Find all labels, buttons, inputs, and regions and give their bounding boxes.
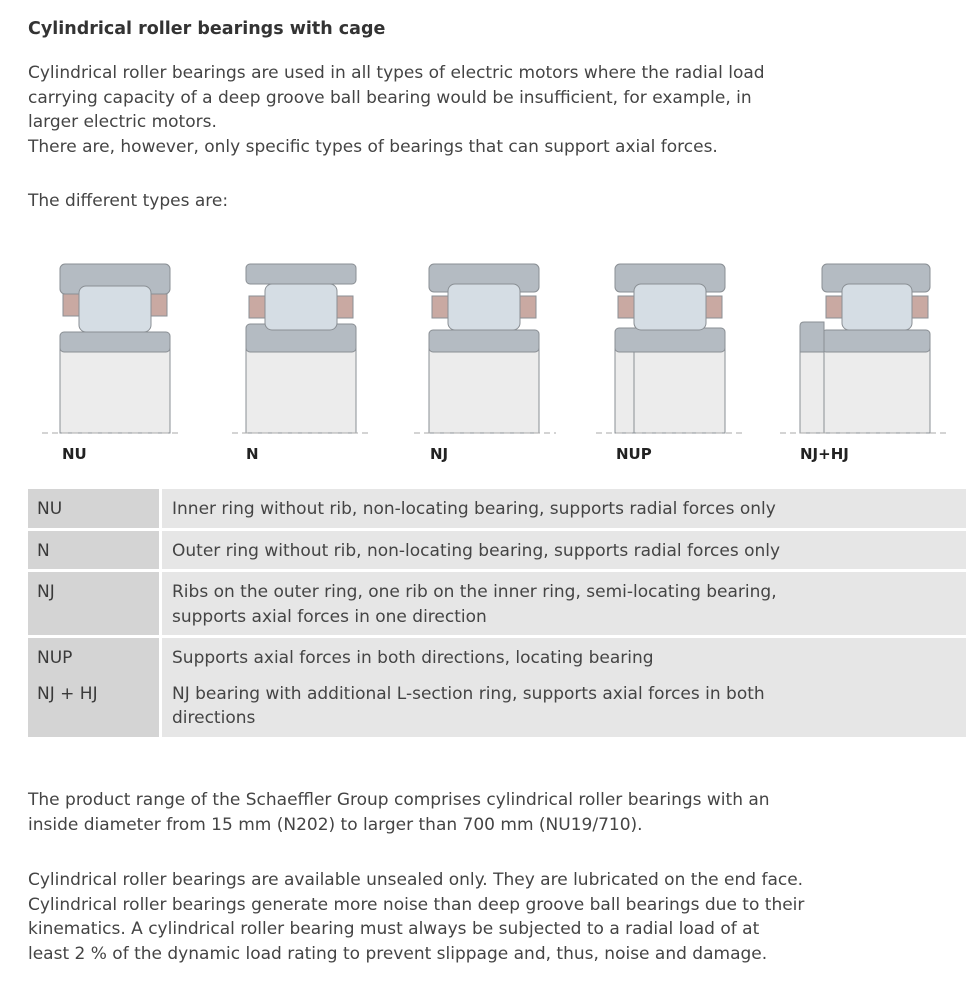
bearing-diagram-nj-hj bbox=[780, 264, 950, 433]
diagram-label-nj-hj: NJ+HJ bbox=[800, 445, 849, 463]
type-code: N bbox=[28, 531, 162, 570]
table-row bbox=[28, 489, 966, 528]
type-code: NJ bbox=[28, 572, 162, 635]
description-line: NJ bearing with additional L-section ring, supports axial forces in both bbox=[172, 683, 765, 704]
type-code: NU bbox=[28, 489, 162, 528]
table-row bbox=[28, 682, 966, 737]
description-line: Inner ring without rib, non-locating bearing, supports radial forces only bbox=[172, 499, 776, 519]
type-description bbox=[162, 682, 966, 737]
description-line: Outer ring without rib, non-locating bearing, supports radial forces only bbox=[172, 540, 781, 561]
type-code: NUP bbox=[28, 638, 162, 682]
closing-line: Cylindrical roller bearings are available unsealed only. They are lubricated on the end face. bbox=[28, 870, 804, 890]
intro-line: There are, however, only specific types of bearings that can support axial forces. bbox=[28, 136, 718, 157]
table-row bbox=[28, 531, 966, 570]
bearing-diagram-nj bbox=[414, 264, 556, 433]
type-description bbox=[162, 531, 966, 570]
page-title: Cylindrical roller bearings with cage bbox=[28, 19, 386, 39]
intro-paragraph bbox=[28, 61, 765, 159]
bearing-diagram-nup bbox=[596, 264, 744, 433]
types-intro: The different types are: bbox=[28, 191, 229, 211]
type-description bbox=[162, 638, 966, 682]
closing-line: Cylindrical roller bearings generate more noise than deep groove ball bearings due to their bbox=[28, 894, 805, 915]
closing-line: kinematics. A cylindrical roller bearing must always be subjected to a radial load of at bbox=[28, 919, 760, 939]
intro-line: carrying capacity of a deep groove ball bearing would be insufficient, for example, in bbox=[28, 87, 752, 108]
type-description bbox=[162, 572, 966, 635]
diagram-label-nup: NUP bbox=[616, 445, 652, 463]
product-range-paragraph bbox=[28, 788, 770, 837]
description-line: Supports axial forces in both directions, locating bearing bbox=[172, 648, 654, 668]
type-code: NJ + HJ bbox=[28, 682, 162, 737]
diagram-label-n: N bbox=[246, 445, 259, 463]
diagram-label-nu: NU bbox=[62, 445, 87, 463]
type-description bbox=[162, 489, 966, 528]
closing-line: least 2 % of the dynamic load rating to prevent slippage and, thus, noise and damage. bbox=[28, 943, 768, 964]
table-row bbox=[28, 572, 966, 635]
range-line: The product range of the Schaeffler Group comprises cylindrical roller bearings with an bbox=[28, 790, 770, 810]
bearing-diagram-nu bbox=[42, 264, 178, 433]
intro-line: larger electric motors. bbox=[28, 112, 217, 132]
range-line: inside diameter from 15 mm (N202) to larger than 700 mm (NU19/710). bbox=[28, 814, 643, 835]
intro-line: Cylindrical roller bearings are used in all types of electric motors where the radial load bbox=[28, 63, 765, 83]
description-line: directions bbox=[172, 708, 256, 728]
diagram-label-nj: NJ bbox=[430, 445, 449, 463]
description-line: supports axial forces in one direction bbox=[172, 606, 487, 627]
bearing-diagram-n bbox=[232, 264, 372, 433]
description-line: Ribs on the outer ring, one rib on the inner ring, semi-locating bearing, bbox=[172, 582, 777, 602]
table-row bbox=[28, 638, 966, 682]
bearing-types-table bbox=[28, 486, 966, 743]
closing-paragraph bbox=[28, 868, 804, 966]
bearing-diagrams bbox=[28, 250, 958, 440]
